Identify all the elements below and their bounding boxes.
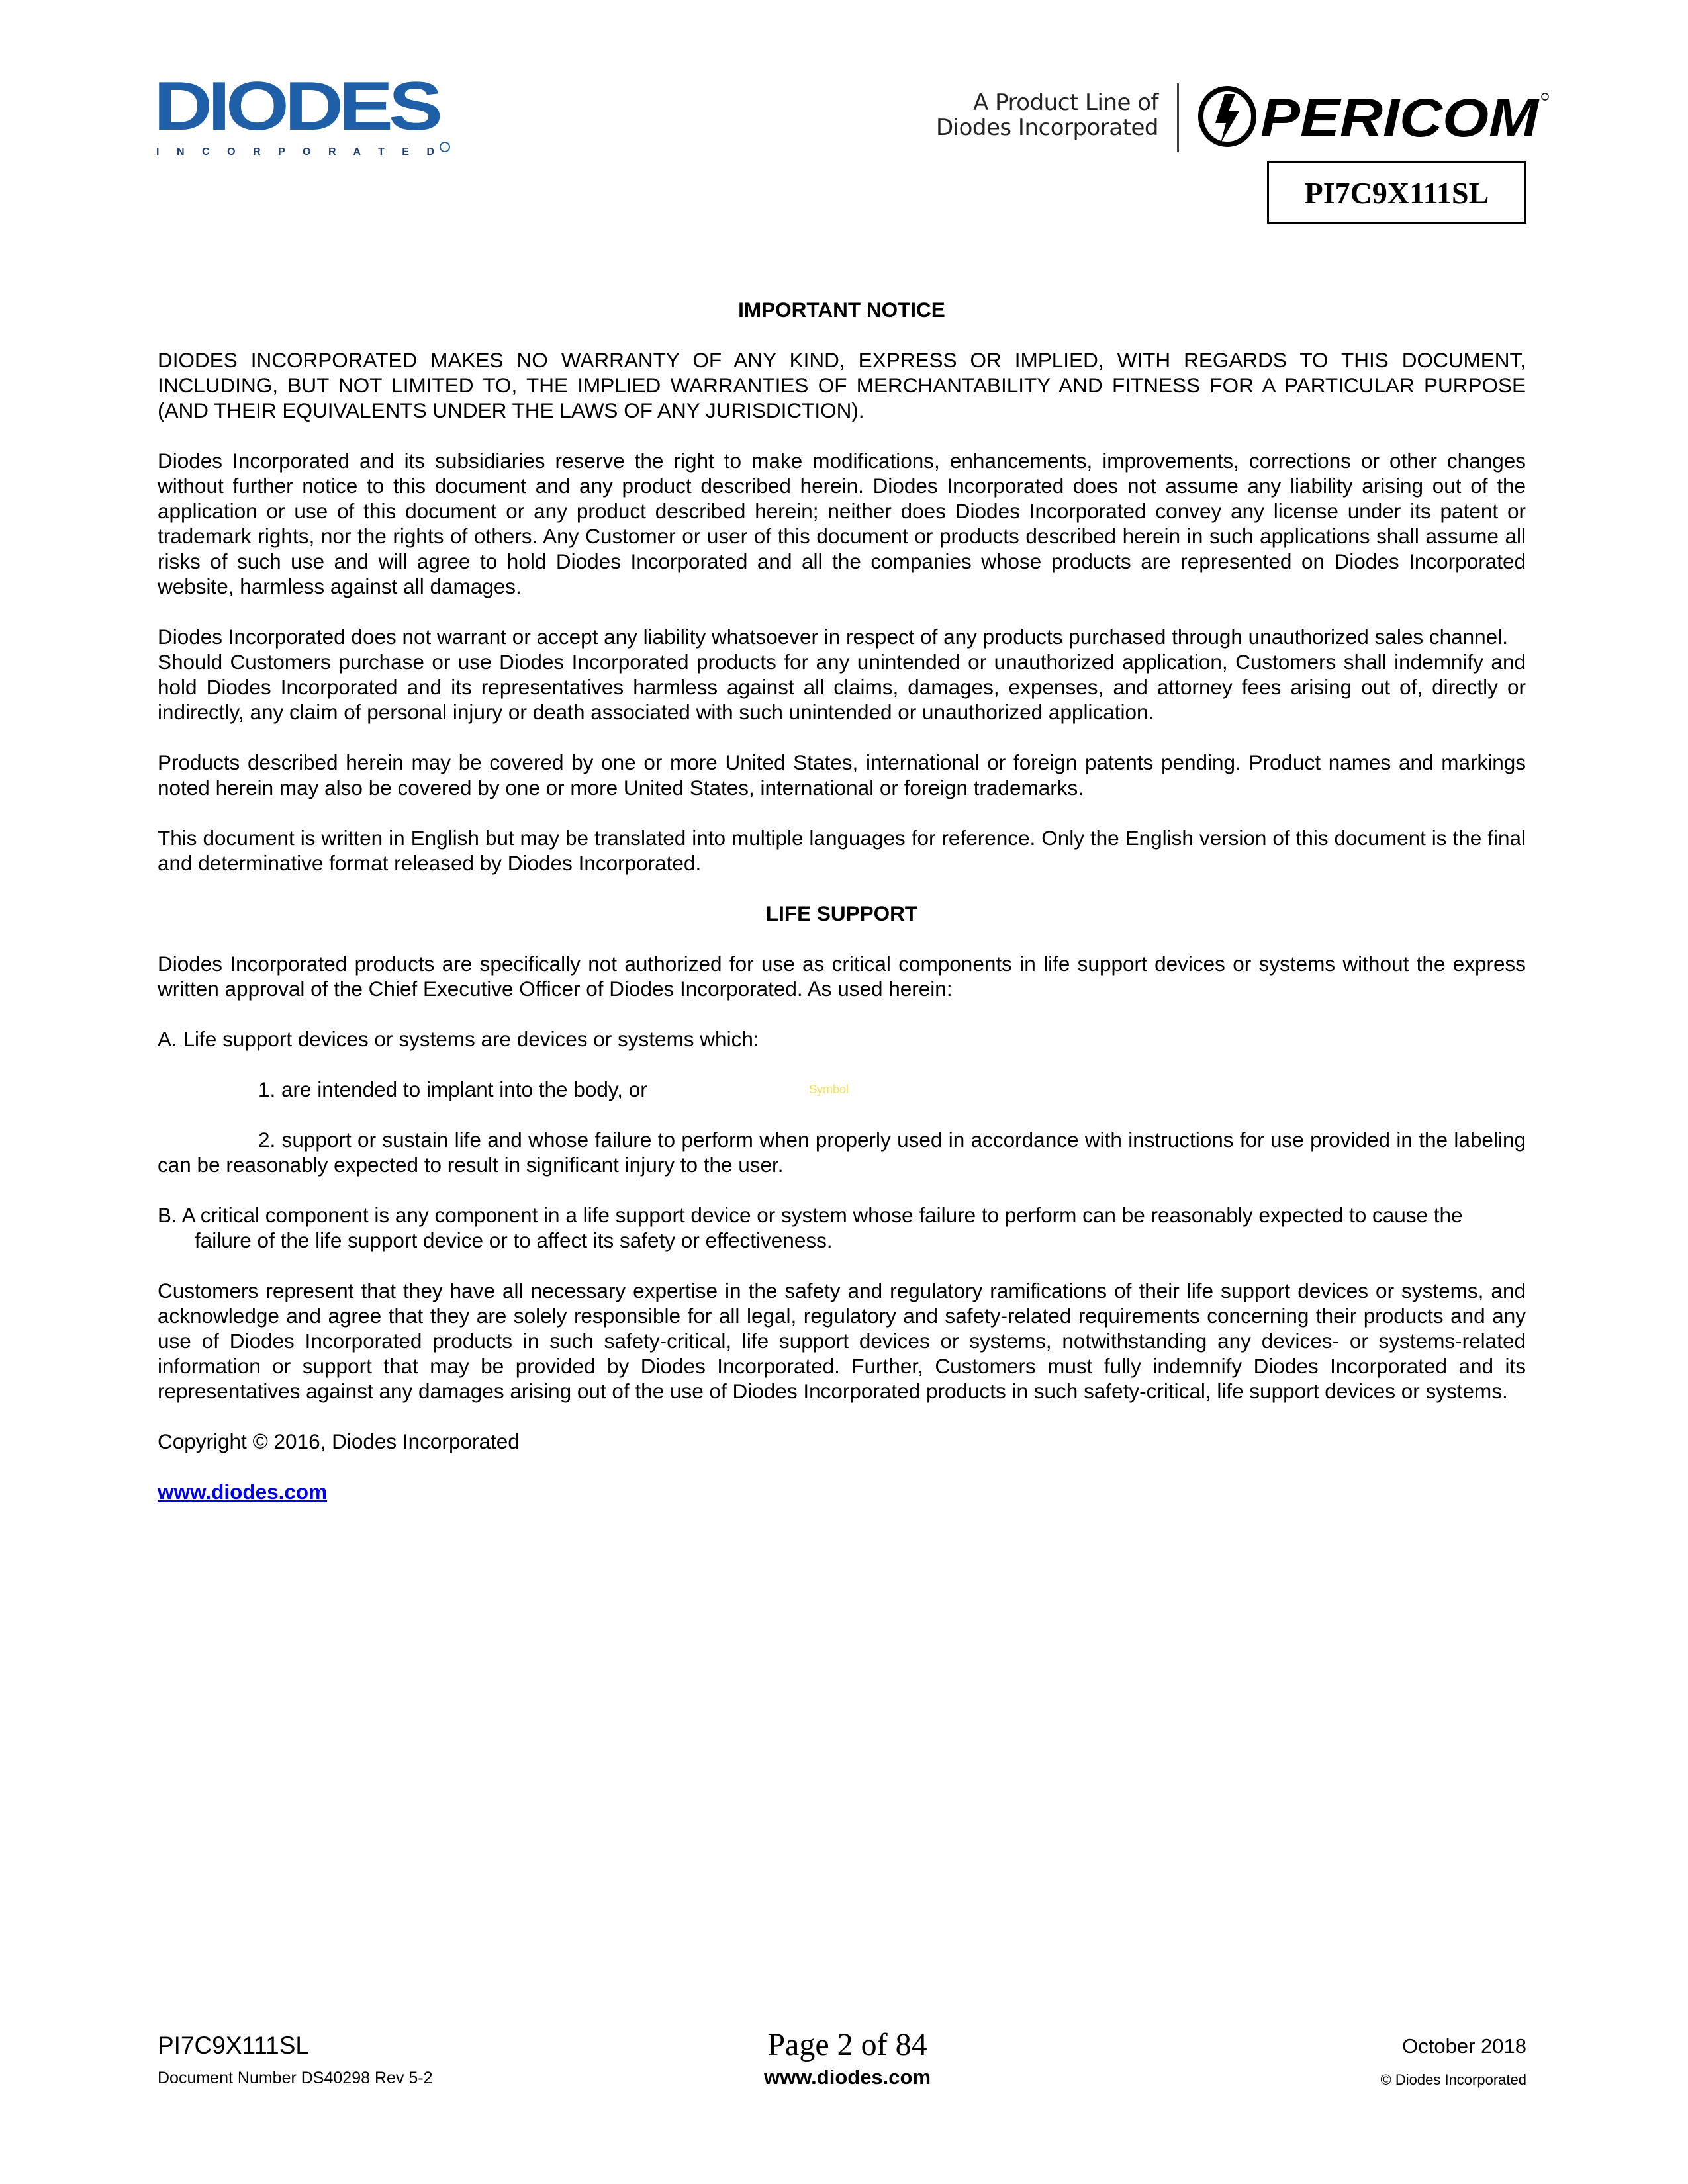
item-a1: 1. are intended to implant into the body, or bbox=[258, 1077, 647, 1101]
footer-copyright: © Diodes Incorporated bbox=[1380, 2071, 1526, 2088]
indemnify-paragraph: Should Customers purchase or use Diodes Incorporated products for any unintended or unauthorized application, Customers shall indemnify and hold Diodes Incorporated and its representatives harmless against all claims, damages, expenses, and attorney fees arising out of, directly or indirectly, any claim of personal injury or death associated with such unintended or unauthorized application. bbox=[158, 650, 1526, 724]
header-divider bbox=[1177, 83, 1179, 152]
diodes-logo-subtitle: I N C O R P O R A T E D bbox=[156, 146, 435, 158]
copyright-line: Copyright © 2016, Diodes Incorporated bbox=[158, 1430, 520, 1453]
pericom-registered-icon bbox=[1542, 93, 1548, 100]
part-number-box: PI7C9X111SL bbox=[1267, 161, 1526, 224]
diodes-website-link[interactable]: www.diodes.com bbox=[158, 1480, 328, 1504]
sales-channel-paragraph: Diodes Incorporated does not warrant or accept any liability whatsoever in respect of any products purchased through unauthorized sales channel. bbox=[158, 625, 1508, 649]
item-a2: 2. support or sustain life and whose failure to perform when properly used in accordance with instructions for use provided in the labeling can be reasonably expected to result in significant injury to the user. bbox=[158, 1128, 1526, 1177]
warranty-paragraph: DIODES INCORPORATED MAKES NO WARRANTY OF ANY KIND, EXPRESS OR IMPLIED, WITH REGARDS TO THIS DOCUMENT, INCLUDING, BUT NOT LIMITED TO, THE IMPLIED WARRANTIES OF MERCHANTABILITY AND FITNESS FOR A PARTICULAR PURPOSE (AND THEIR EQUIVALENTS UNDER THE LAWS OF ANY JURISDICTION). bbox=[158, 348, 1526, 422]
product-line-1: A Product Line of bbox=[973, 89, 1158, 116]
pericom-logo bbox=[1196, 82, 1553, 155]
diodes-logo bbox=[154, 78, 458, 164]
footer-website: www.diodes.com bbox=[763, 2066, 931, 2089]
item-a: A. Life support devices or systems are devices or systems which: bbox=[158, 1027, 759, 1051]
footer-part-number: PI7C9X111SL bbox=[158, 2032, 310, 2059]
patents-paragraph: Products described herein may be covered by one or more United States, international or foreign patents pending. Product names and markings noted herein may also be covered by one or more United States, international or foreign trademarks. bbox=[158, 751, 1526, 799]
registered-mark-icon bbox=[440, 142, 449, 152]
diodes-logo-wordmark: DIODES bbox=[154, 78, 441, 145]
footer-date: October 2018 bbox=[1402, 2034, 1526, 2058]
heading-important-notice: IMPORTANT NOTICE bbox=[738, 298, 945, 322]
footer-page-number: Page 2 of 84 bbox=[767, 2027, 927, 2062]
item-b-continued: failure of the life support device or to affect its safety or effectiveness. bbox=[195, 1228, 833, 1252]
faint-symbol-mark: Symbol bbox=[809, 1083, 849, 1096]
modifications-paragraph: Diodes Incorporated and its subsidiaries reserve the right to make modifications, enhancements, improvements, corrections or other changes without further notice to this document and any product described herein. Diodes Incorporated does not assume any liability arising out of the application or use of this document or any product described herein; neither does Diodes Incorporated convey any license under its patent or trademark rights, nor the rights of others. Any Customer or user of this document or products described herein in such applications shall assume all risks of such use and will agree to hold Diodes Incorporated and all the companies whose products are represented on Diodes Incorporated website, harmless against all damages. bbox=[158, 449, 1526, 598]
item-b: B. A critical component is any component in a life support device or system whose failure to perform can be reasonably expected to cause the bbox=[158, 1203, 1463, 1227]
product-line-2: Diodes Incorporated bbox=[935, 114, 1158, 141]
pericom-emblem-icon bbox=[1201, 89, 1254, 144]
customers-paragraph: Customers represent that they have all necessary expertise in the safety and regulatory ramifications of their life support devices or systems, and acknowledge and agree that they are solely responsible for all legal, regulatory and safety-related requirements concerning their products and any use of Diodes Incorporated products in such safety-critical, life support devices or systems, notwithstanding any devices- or systems-related information or support that may be provided by Diodes Incorporated. Further, Customers must fully indemnify Diodes Incorporated and its representatives against any damages arising out of the use of Diodes Incorporated products in such safety-critical, life support devices or systems. bbox=[158, 1279, 1526, 1403]
footer-document-number: Document Number DS40298 Rev 5-2 bbox=[158, 2069, 433, 2087]
language-paragraph: This document is written in English but may be translated into multiple languages for reference. Only the English version of this document is the final and determinative format released by Diodes Incorporated. bbox=[158, 826, 1526, 875]
life-support-paragraph: Diodes Incorporated products are specifically not authorized for use as critical components in life support devices or systems without the express written approval of the Chief Executive Officer of Diodes Incorporated. As used herein: bbox=[158, 952, 1526, 1001]
pericom-wordmark: PERICOM bbox=[1260, 88, 1540, 148]
notice-content bbox=[158, 297, 1526, 1529]
product-line-caption bbox=[914, 90, 1158, 140]
heading-life-support: LIFE SUPPORT bbox=[765, 901, 918, 925]
